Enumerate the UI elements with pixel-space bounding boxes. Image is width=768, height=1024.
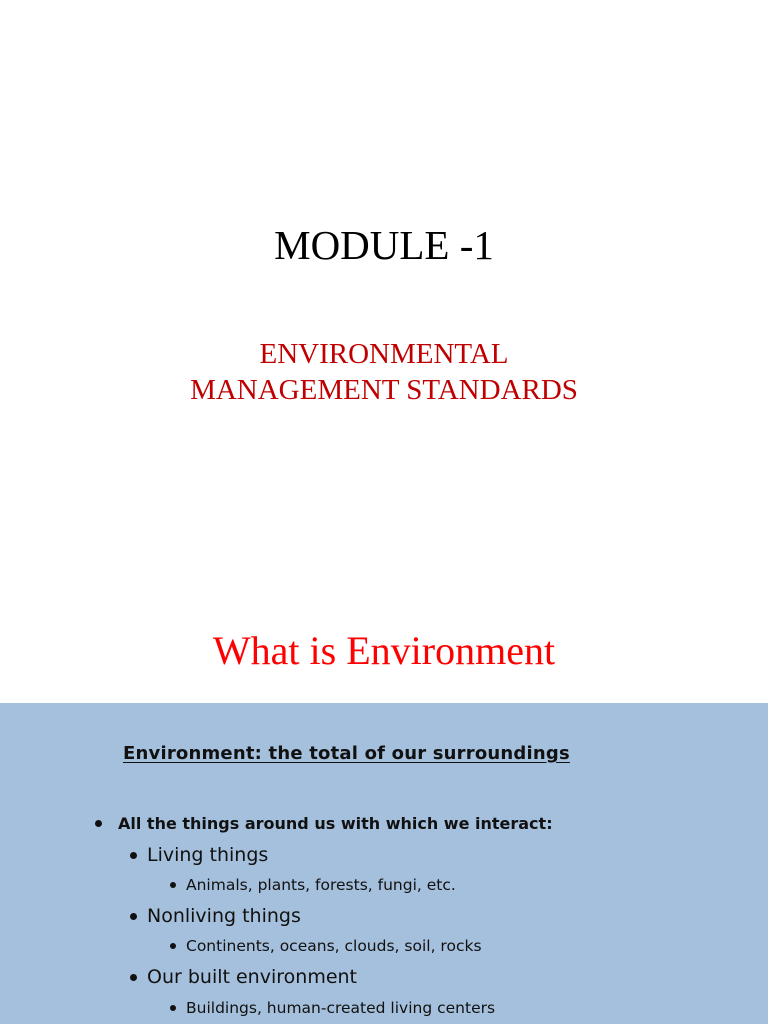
bullet-text: Living things <box>147 844 269 866</box>
bullet-text: Nonliving things <box>147 905 301 927</box>
bullet-level-2 <box>130 966 357 988</box>
bullet-dot-icon <box>170 1005 176 1011</box>
bullet-level-3 <box>170 876 456 894</box>
bullet-dot-icon <box>130 852 137 859</box>
bullet-level-1 <box>95 814 553 833</box>
bullet-dot-icon <box>95 820 102 827</box>
bullet-dot-icon <box>130 974 137 981</box>
bullet-text: Animals, plants, forests, fungi, etc. <box>186 876 456 894</box>
bullet-level-3 <box>170 937 482 955</box>
module-title: MODULE -1 <box>274 222 494 268</box>
bullet-level-2 <box>130 905 301 927</box>
module-subtitle <box>0 336 768 408</box>
bullet-text: Buildings, human-created living centers <box>186 999 496 1017</box>
bullet-dot-icon <box>170 882 176 888</box>
bullet-dot-icon <box>130 913 137 920</box>
bullet-dot-icon <box>170 943 176 949</box>
bullet-text: Our built environment <box>147 966 358 988</box>
subtitle-line-1: ENVIRONMENTAL <box>259 338 509 370</box>
bullet-text: Continents, oceans, clouds, soil, rocks <box>186 937 482 955</box>
slide-image <box>0 703 768 1024</box>
bullet-level-2 <box>130 844 268 866</box>
bullet-level-3 <box>170 999 495 1017</box>
section-question: What is Environment <box>212 628 556 673</box>
slide-heading: Environment: the total of our surroundings <box>123 743 570 764</box>
subtitle-line-2: MANAGEMENT STANDARDS <box>190 374 578 406</box>
bullet-text: All the things around us with which we interact: <box>118 814 553 833</box>
